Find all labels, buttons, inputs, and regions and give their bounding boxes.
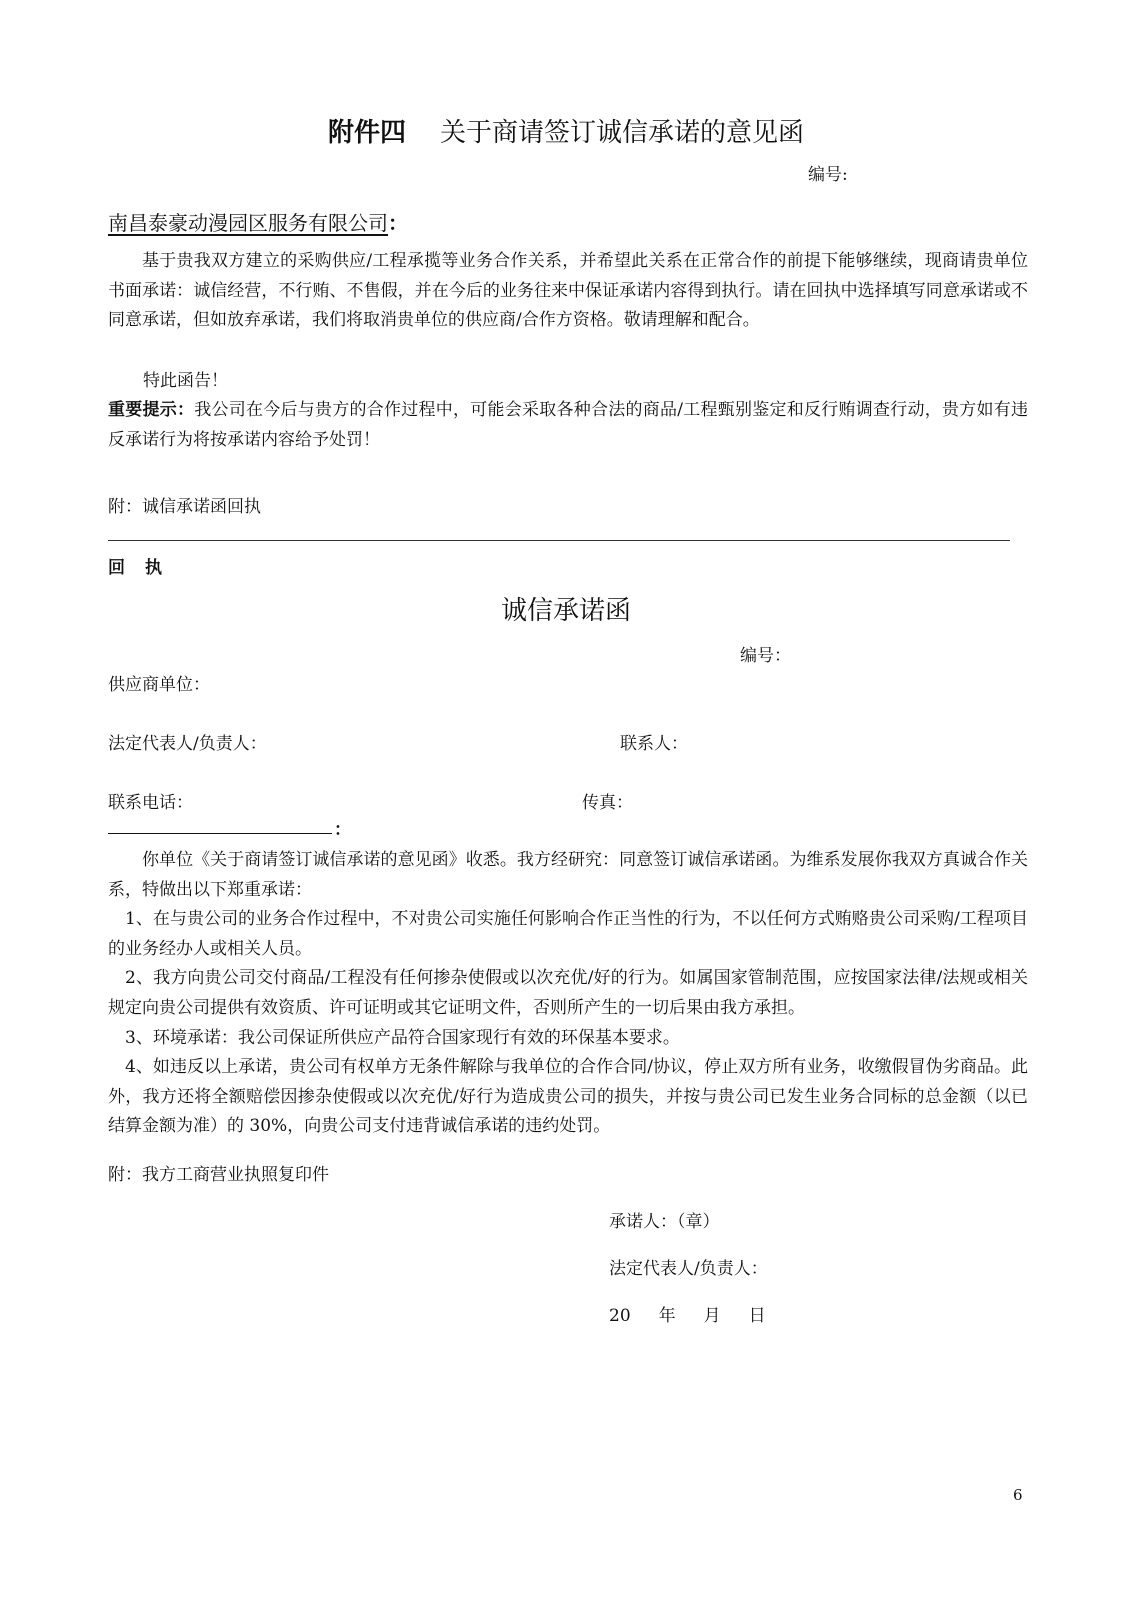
signer-label: 承诺人：（章） bbox=[609, 1212, 720, 1232]
contact-field-label: 联系人： bbox=[620, 734, 688, 754]
recipient-colon: ： bbox=[388, 211, 408, 235]
important-text: 我公司在今后与贵方的合作过程中，可能会采取各种合法的商品/工程甄别鉴定和反行贿调查行动，贵方如有违反承诺行为将按承诺内容给予处罚！ bbox=[108, 400, 1029, 450]
important-notice bbox=[108, 396, 1028, 455]
date-year-label: 年 bbox=[658, 1306, 676, 1326]
document-number-label: 编号: bbox=[808, 165, 848, 185]
legal-rep-field-label: 法定代表人/负责人： bbox=[108, 734, 267, 754]
letter-attachment: 附：诚信承诺函回执 bbox=[108, 497, 261, 517]
important-label: 重要提示： bbox=[108, 400, 195, 420]
commitment-intro: 你单位《关于商请签订诚信承诺的意见函》收悉。我方经研究：同意签订诚信承诺函。为维系发展你我双方真诚合作关系，特做出以下郑重承诺： bbox=[108, 850, 1028, 900]
receipt-label: 回执 bbox=[108, 558, 182, 578]
signer-legal-label: 法定代表人/负责人： bbox=[609, 1259, 768, 1279]
receipt-title: 诚信承诺函 bbox=[500, 596, 631, 626]
letter-notice: 特此函告！ bbox=[143, 371, 228, 391]
title-text: 关于商请签订诚信承诺的意见函 bbox=[440, 118, 805, 148]
commitment-body bbox=[108, 846, 1028, 1142]
date-month-label: 月 bbox=[703, 1306, 721, 1326]
recipient-name: 南昌泰豪动漫园区服务有限公司 bbox=[108, 211, 388, 235]
letter-intro: 基于贵我双方建立的采购供应/工程承揽等业务合作关系，并希望此关系在正常合作的前提下能够继续，现商请贵单位书面承诺：诚信经营，不行贿、不售假，并在今后的业务往来中保证承诺内容得到执行。请在回执中选择填写同意承诺或不同意承诺，但如放弃承诺，我们将取消贵单位的供应商/合作方资格。敬请理解和配合。 bbox=[108, 251, 1028, 330]
page-number: 6 bbox=[1013, 1486, 1023, 1504]
title-prefix: 附件四 bbox=[327, 118, 406, 148]
phone-field-label: 联系电话： bbox=[108, 793, 193, 813]
date-day-label: 日 bbox=[748, 1306, 766, 1326]
date-year: 20 bbox=[609, 1306, 631, 1326]
document-title bbox=[0, 112, 1132, 149]
date-line bbox=[609, 1301, 794, 1326]
receipt-number-label: 编号： bbox=[740, 646, 791, 666]
addressee-blank-line bbox=[108, 833, 332, 834]
recipient-line bbox=[108, 207, 408, 236]
section-divider bbox=[108, 540, 1010, 541]
receipt-attachment: 附：我方工商营业执照复印件 bbox=[108, 1165, 329, 1185]
commitment-clause-4: 4、如违反以上承诺，贵公司有权单方无条件解除与我单位的合作合同/协议，停止双方所有业务，收缴假冒伪劣商品。此外，我方还将全额赔偿因掺杂使假或以次充优/好行为造成贵公司的损失，并按与贵公司已发生业务合同标的总金额（以已结算金额为准）的 30%，向贵公司支付违背诚信承诺的违约处罚。 bbox=[108, 1057, 1028, 1137]
addressee-colon: ： bbox=[334, 820, 351, 840]
commitment-clause-1: 1、在与贵公司的业务合作过程中，不对贵公司实施任何影响合作正当性的行为，不以任何方式贿赂贵公司采购/工程项目的业务经办人或相关人员。 bbox=[108, 909, 1028, 959]
supplier-field-label: 供应商单位： bbox=[108, 675, 210, 695]
fax-field-label: 传真： bbox=[582, 793, 633, 813]
commitment-clause-2: 2、我方向贵公司交付商品/工程没有任何掺杂使假或以次充优/好的行为。如属国家管制范围，应按国家法律/法规或相关规定向贵公司提供有效资质、许可证明或其它证明文件，否则所产生的一切后果由我方承担。 bbox=[108, 968, 1028, 1018]
commitment-clause-3: 3、环境承诺：我公司保证所供应产品符合国家现行有效的环保基本要求。 bbox=[125, 1027, 680, 1048]
